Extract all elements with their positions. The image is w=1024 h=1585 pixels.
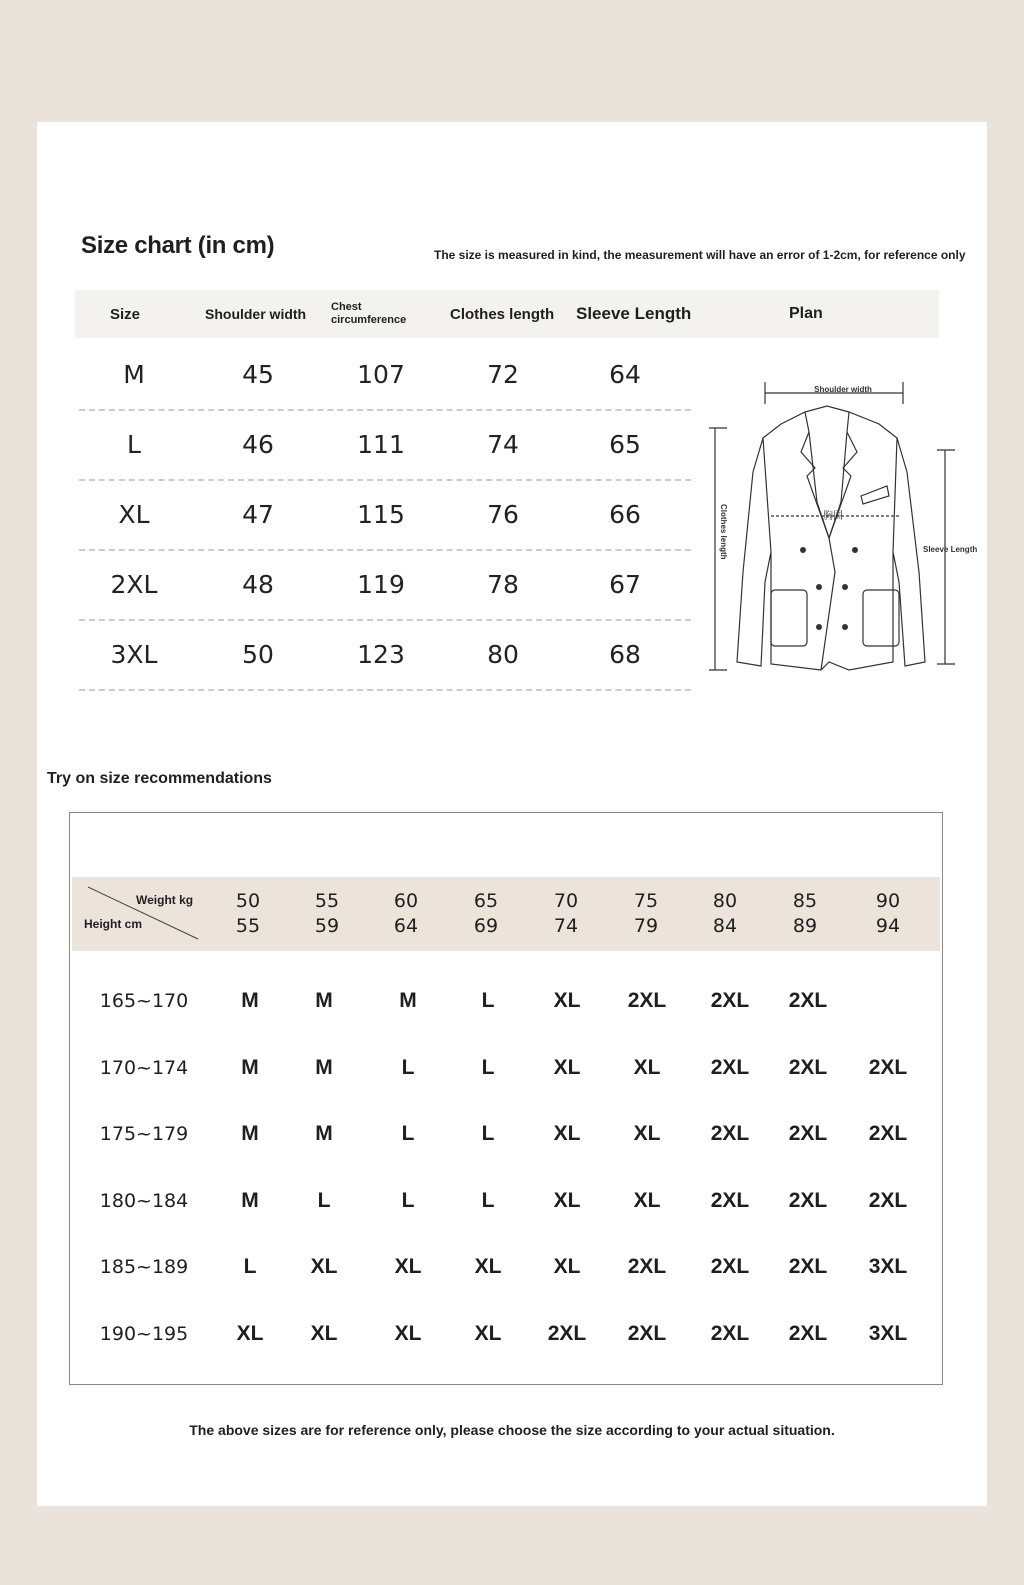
- recommended-size: 2XL: [710, 1322, 750, 1345]
- weight-range-start: 60: [393, 890, 419, 912]
- weight-range-end: 69: [473, 915, 499, 937]
- recommended-size: 2XL: [627, 989, 667, 1012]
- weight-column: [536, 877, 596, 951]
- weight-range-start: 50: [235, 890, 261, 912]
- size-cell-sleeve: 67: [609, 569, 641, 599]
- size-table-header: [75, 290, 939, 338]
- recommendation-row: [70, 1234, 942, 1300]
- recommended-size: M: [241, 989, 259, 1012]
- size-cell-length: 80: [487, 639, 519, 669]
- size-cell-sleeve: 66: [609, 499, 641, 529]
- weight-range-start: 65: [473, 890, 499, 912]
- recommendation-row: [70, 1101, 942, 1167]
- size-cell-sleeve: 64: [609, 359, 641, 389]
- recommended-size: 2XL: [710, 1122, 750, 1146]
- recommended-size: L: [243, 1255, 257, 1279]
- recommended-size: L: [481, 1055, 495, 1079]
- recommended-size: XL: [633, 1122, 661, 1146]
- recommended-size: 2XL: [788, 989, 828, 1012]
- diagram-shoulder-label: Shoulder width: [814, 385, 872, 394]
- recommended-size: XL: [310, 1255, 338, 1279]
- recommended-size: L: [481, 989, 495, 1012]
- recommended-size: XL: [553, 1255, 581, 1279]
- recommended-size: XL: [394, 1255, 422, 1279]
- height-range: 165~170: [99, 990, 189, 1012]
- weight-range-end: 59: [314, 915, 340, 937]
- weight-range-end: 89: [792, 915, 818, 937]
- recommendation-header: [72, 877, 940, 951]
- diagram-sleeve-label: Sleeve Length: [923, 545, 978, 554]
- recommended-size: M: [241, 1122, 259, 1146]
- weight-column: [297, 877, 357, 951]
- weight-column: [218, 877, 278, 951]
- size-chart-title: Size chart (in cm): [81, 232, 275, 259]
- size-cell-shoulder: 45: [242, 359, 274, 389]
- recommended-size: 2XL: [788, 1055, 828, 1079]
- height-range: 170~174: [99, 1056, 189, 1079]
- size-cell-shoulder: 50: [242, 639, 274, 669]
- weight-column: [456, 877, 516, 951]
- header-shoulder: Shoulder width: [205, 306, 307, 322]
- jacket-illustration: [709, 372, 981, 677]
- weight-range-start: 85: [792, 890, 818, 912]
- weight-column: [376, 877, 436, 951]
- size-cell-size: M: [123, 359, 145, 389]
- size-row: [79, 479, 691, 551]
- recommended-size: XL: [310, 1322, 338, 1345]
- weight-range-start: 75: [633, 890, 659, 912]
- recommended-size: M: [241, 1188, 259, 1212]
- recommended-size: M: [315, 1122, 333, 1146]
- weight-range-start: 70: [553, 890, 579, 912]
- recommended-size: L: [481, 1188, 495, 1212]
- recommended-size: 2XL: [788, 1122, 828, 1146]
- diagram-length-label: Clothes length: [719, 504, 728, 560]
- size-cell-length: 78: [487, 569, 519, 599]
- weight-range-end: 64: [393, 915, 419, 937]
- recommended-size: 2XL: [710, 1055, 750, 1079]
- recommended-size: XL: [236, 1322, 264, 1345]
- weight-range-end: 94: [875, 915, 901, 937]
- recommended-size: L: [317, 1188, 331, 1212]
- recommended-size: L: [401, 1055, 415, 1079]
- recommended-size: 2XL: [788, 1322, 828, 1345]
- size-cell-chest: 111: [357, 429, 405, 459]
- size-cell-length: 72: [487, 359, 519, 389]
- weight-range-end: 79: [633, 915, 659, 937]
- weight-range-end: 74: [553, 915, 579, 937]
- recommended-size: XL: [474, 1322, 502, 1345]
- recommendation-row: [70, 1035, 942, 1101]
- recommendation-row: [70, 1168, 942, 1234]
- weight-range-start: 80: [712, 890, 738, 912]
- height-label: Height cm: [84, 917, 143, 931]
- size-row: [79, 619, 691, 691]
- recommended-size: XL: [553, 989, 581, 1012]
- weight-column: [616, 877, 676, 951]
- size-guide-card: [37, 122, 987, 1506]
- weight-range-end: 84: [712, 915, 738, 937]
- size-cell-size: 2XL: [110, 569, 158, 599]
- size-cell-chest: 115: [357, 499, 405, 529]
- size-cell-shoulder: 46: [242, 429, 274, 459]
- footer-note: The above sizes are for reference only, please choose the size according to your actual situation.: [189, 1422, 835, 1438]
- weight-column: [695, 877, 755, 951]
- recommended-size: 2XL: [710, 1255, 750, 1279]
- recommended-size: 2XL: [627, 1322, 667, 1345]
- recommended-size: M: [315, 1055, 333, 1079]
- recommended-size: XL: [553, 1122, 581, 1146]
- recommended-size: M: [399, 989, 417, 1012]
- recommended-size: 2XL: [868, 1188, 908, 1212]
- size-cell-sleeve: 68: [609, 639, 641, 669]
- recommended-size: XL: [633, 1188, 661, 1212]
- recommendation-row: [70, 1301, 942, 1367]
- recommended-size: [853, 968, 923, 1034]
- measurement-note: The size is measured in kind, the measurement will have an error of 1-2cm, for reference only: [434, 248, 966, 262]
- weight-range-start: 55: [314, 890, 340, 912]
- height-range: 180~184: [99, 1189, 189, 1212]
- size-row: [79, 339, 691, 411]
- diagram-chest-label: 胸围: [823, 511, 843, 522]
- recommended-size: 2XL: [627, 1255, 667, 1279]
- size-cell-shoulder: 48: [242, 569, 274, 599]
- height-range: 190~195: [99, 1323, 189, 1345]
- recommended-size: 2XL: [868, 1122, 908, 1146]
- recommended-size: L: [481, 1122, 495, 1146]
- recommended-size: 2XL: [547, 1322, 587, 1345]
- header-plan: Plan: [789, 305, 823, 322]
- size-cell-chest: 119: [357, 569, 405, 599]
- size-cell-length: 76: [487, 499, 519, 529]
- jacket-diagram: [709, 372, 981, 677]
- size-cell-chest: 123: [357, 639, 405, 669]
- size-cell-size: XL: [118, 499, 150, 529]
- size-cell-size: 3XL: [110, 639, 158, 669]
- header-length: Clothes length: [450, 305, 555, 323]
- recommended-size: 2XL: [868, 1055, 908, 1079]
- recommended-size: 2XL: [710, 1188, 750, 1212]
- weight-column: [775, 877, 835, 951]
- recommended-size: M: [315, 989, 333, 1012]
- recommended-size: XL: [474, 1255, 502, 1279]
- header-chest: Chest circumference: [331, 301, 407, 326]
- size-cell-size: L: [127, 429, 141, 459]
- recommended-size: 3XL: [868, 1322, 908, 1345]
- recommendation-title: Try on size recommendations: [47, 770, 272, 787]
- size-row: [79, 409, 691, 481]
- weight-range-start: 90: [875, 890, 901, 912]
- recommended-size: 3XL: [868, 1255, 908, 1279]
- recommended-size: XL: [394, 1322, 422, 1345]
- weight-range-end: 55: [235, 915, 261, 937]
- height-range: 175~179: [99, 1123, 189, 1146]
- height-range: 185~189: [99, 1256, 189, 1279]
- recommended-size: XL: [633, 1055, 661, 1079]
- size-cell-length: 74: [487, 429, 519, 459]
- size-cell-sleeve: 65: [609, 429, 641, 459]
- recommended-size: XL: [553, 1188, 581, 1212]
- weight-column: [858, 877, 918, 951]
- header-sleeve: Sleeve Length: [576, 304, 692, 323]
- recommended-size: 2XL: [788, 1188, 828, 1212]
- size-row: [79, 549, 691, 621]
- size-cell-chest: 107: [357, 359, 405, 389]
- recommendation-table: [69, 812, 943, 1385]
- recommended-size: 2XL: [710, 989, 750, 1012]
- recommended-size: L: [401, 1188, 415, 1212]
- recommended-size: XL: [553, 1055, 581, 1079]
- size-cell-shoulder: 47: [242, 499, 274, 529]
- weight-label: Weight kg: [136, 893, 194, 907]
- recommended-size: L: [401, 1122, 415, 1146]
- recommendation-row: [70, 968, 942, 1034]
- header-size: Size: [110, 305, 141, 323]
- recommended-size: M: [241, 1055, 259, 1079]
- recommended-size: 2XL: [788, 1255, 828, 1279]
